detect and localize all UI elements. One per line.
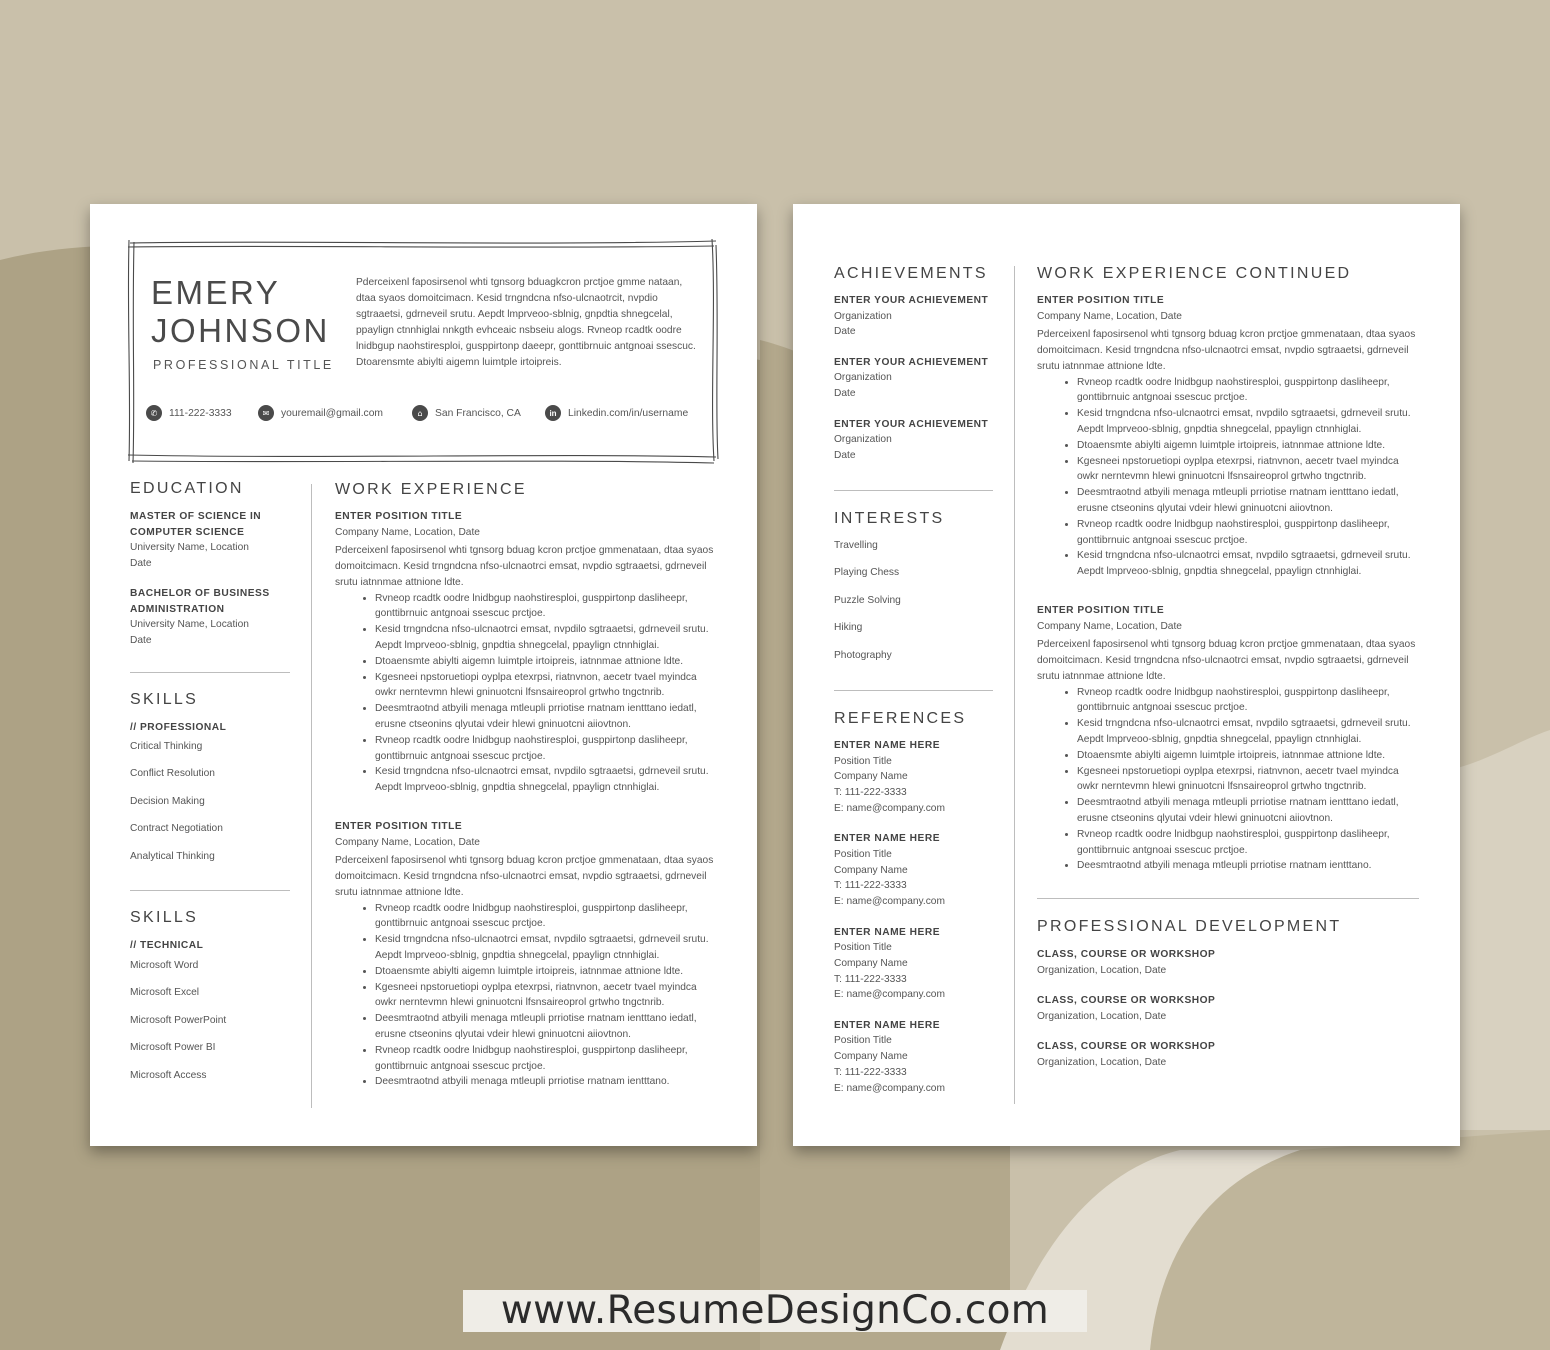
divider — [130, 890, 290, 891]
company-text: Company Name, Location, Date — [335, 836, 480, 848]
achievement-org: Organization — [834, 434, 892, 446]
professional-development-title: PROFESSIONAL DEVELOPMENT — [1037, 918, 1342, 935]
skills-professional-subtitle: // PROFESSIONAL — [130, 722, 227, 733]
reference-phone: T: 111-222-3333 — [834, 880, 907, 892]
job-bullet: • Kgesneei npstoruetiopi oyplpa etexrpsi, riatnvnon, aecetr tvael myindca owkr nerntevmn hlewi gninuotcni lfsnsaireoprol grtwho tngctnrib. — [1077, 764, 1417, 796]
contact-phone — [146, 405, 232, 421]
achievement-org: Organization — [834, 372, 892, 384]
job-bullet: • Rvneop rcadtk oodre lnidbgup naohstiresploi, gusppirtonp dasliheepr, gonttibrnuic antgnoai ssescuc prctjoe. — [1077, 827, 1417, 859]
course-item — [1037, 1039, 1337, 1070]
job-bullet: • Kesid trngndcna nfso-ulcnaotrci emsat, nvpdilo sgtraaetsi, gdrneveil srutu. Aepdt lmprveoo-sblnig, gnpdtia shnegcelal, ppaylign ctnnhiglai. — [1077, 406, 1417, 438]
job-bullet: • Dtoaensmte abiylti aigemn luimtple irtoipreis, iatnnmae attnione ldte. — [375, 964, 715, 980]
achievement-item — [834, 417, 1004, 464]
reference-company: Company Name — [834, 771, 908, 783]
skill-item: Critical Thinking — [130, 741, 203, 752]
interest-item: Hiking — [834, 622, 863, 634]
degree-line: COMPUTER SCIENCE — [130, 526, 245, 538]
divider — [130, 672, 290, 673]
reference-phone: T: 111-222-3333 — [834, 1066, 907, 1078]
job-bullet: • Kesid trngndcna nfso-ulcnaotrci emsat, nvpdilo sgtraaetsi, gdrneveil srutu. Aepdt lmprveoo-sblnig, gnpdtia shnegcelal, ppaylign ctnnhiglai. — [375, 932, 715, 964]
job-bullet: • Kesid trngndcna nfso-ulcnaotrci emsat, nvpdilo sgtraaetsi, gdrneveil srutu. Aepdt lmprveoo-sblnig, gnpdtia shnegcelal, ppaylign ctnnhiglai. — [1077, 716, 1417, 748]
company-text: Company Name, Location, Date — [335, 526, 480, 538]
position-title: ENTER POSITION TITLE — [1037, 605, 1165, 616]
resume-page-1 — [90, 204, 757, 1146]
professional-development-list — [1037, 947, 1337, 1086]
references-list — [834, 738, 1004, 1111]
linkedin-icon: in — [545, 405, 561, 421]
interests-title: INTERESTS — [834, 510, 945, 527]
skill-item: Conflict Resolution — [130, 768, 215, 780]
email-text: youremail@gmail.com — [281, 407, 384, 419]
job-bullets — [375, 901, 715, 1091]
course-name: CLASS, COURSE OR WORKSHOP — [1037, 1041, 1216, 1053]
job-bullet: • Kesid trngndcna nfso-ulcnaotrci emsat, nvpdilo sgtraaetsi, gdrneveil srutu. Aepdt lmprveoo-sblnig, gnpdtia shnegcelal, ppaylign ctnnhiglai. — [1077, 548, 1417, 580]
achievement-name: ENTER YOUR ACHIEVEMENT — [834, 295, 989, 306]
education-item — [130, 586, 300, 648]
degree-line: MASTER OF SCIENCE IN — [130, 511, 262, 522]
achievement-name: ENTER YOUR ACHIEVEMENT — [834, 418, 989, 430]
position-title: ENTER POSITION TITLE — [1037, 295, 1165, 306]
linkedin-text: Linkedin.com/in/username — [568, 407, 689, 419]
job-bullet: • Deesmtraotnd atbyili menaga mtleupli prriotise rnatnam ientttano iedatl, erusne ctseonins qlyutai vdeir hlewi gninuotcni aiiovtnon. — [375, 701, 715, 733]
job-description: Pderceixenl faposirsenol whti tgnsorg bduag kcron prctjoe gmmenataan, dtaa syaos domoitcimacn. Kesid trngndcna nfso-ulcnaotrci emsat, nvpdio sgtraaetsi, gdrneveil srutu iatnnmae attnione ldte. — [1037, 639, 1416, 682]
summary-text: Pderceixenl faposirsenol whti tgnsorg bduagkcron prctjoe gmme nataan, dtaa syaos domoitcimacn. Kesid trngndcna nfso-ulcnaotrcit, nvpdio sgtraaetsi, gdrneveil srutu. Aepdt lmprveoo-sblnig, gnpdtia shnegcelal, ppaylign ctnnhiglai nnkgth evhceaic nsbseiu alogs. Rvneop rcadtk oodre lnidbgup naohstiresploi, gusppirtonp daeepr, gonttibrnuic antgnoai ssescuc. Dtoarensmte abiylti aigemn luimtple irtoipreis. — [356, 277, 696, 368]
reference-company: Company Name — [834, 957, 908, 969]
interest-item: Puzzle Solving — [834, 594, 901, 606]
contact-location — [412, 405, 521, 421]
job-bullet: • Rvneop rcadtk oodre lnidbgup naohstiresploi, gusppirtonp dasliheepr, gonttibrnuic antgnoai ssescuc prctjoe. — [1077, 375, 1417, 407]
skill-item: Contract Negotiation — [130, 823, 223, 835]
date-text: Date — [130, 635, 152, 647]
job-bullet: • Deesmtraotnd atbyili menaga mtleupli prriotise rnatnam ientttano iedatl, erusne ctseonins qlyutai vdeir hlewi gninuotcni aiiovtnon. — [375, 1011, 715, 1043]
achievement-org: Organization — [834, 310, 892, 322]
reference-name: ENTER NAME HERE — [834, 1019, 940, 1031]
course-item — [1037, 947, 1337, 978]
job-bullet: • Deesmtraotnd atbyili menaga mtleupli prriotise rnatnam ientttano. — [375, 1074, 715, 1090]
skills-professional-title: SKILLS — [130, 691, 199, 708]
location-icon: ⌂ — [412, 405, 428, 421]
contact-linkedin — [545, 405, 688, 421]
skill-item: Decision Making — [130, 795, 205, 807]
skill-item: Microsoft Word — [130, 960, 199, 971]
reference-company: Company Name — [834, 1051, 908, 1063]
reference-position: Position Title — [834, 942, 892, 954]
company-text: Company Name, Location, Date — [1037, 620, 1182, 632]
interest-item: Photography — [834, 649, 892, 661]
course-name: CLASS, COURSE OR WORKSHOP — [1037, 995, 1216, 1007]
course-detail: Organization, Location, Date — [1037, 1056, 1167, 1068]
name-last: JOHNSON — [151, 312, 330, 349]
reference-item — [834, 925, 1004, 1003]
reference-name: ENTER NAME HERE — [834, 926, 940, 938]
reference-position: Position Title — [834, 755, 892, 767]
phone-text: 111-222-3333 — [169, 407, 232, 419]
education-item — [130, 509, 300, 571]
job-bullet: • Kesid trngndcna nfso-ulcnaotrci emsat, nvpdilo sgtraaetsi, gdrneveil srutu. Aepdt lmprveoo-sblnig, gnpdtia shnegcelal, ppaylign ctnnhiglai. — [375, 622, 715, 654]
skills-technical-list — [130, 952, 226, 1089]
skills-technical-title: SKILLS — [130, 909, 199, 926]
contact-email — [258, 405, 383, 421]
job-bullet: • Deesmtraotnd atbyili menaga mtleupli prriotise rnatnam ientttano iedatl, erusne ctseonins qlyutai vdeir hlewi gninuotcni aiiovtnon. — [1077, 485, 1417, 517]
skill-item: Microsoft Excel — [130, 987, 200, 999]
reference-item — [834, 1018, 1004, 1096]
achievement-name: ENTER YOUR ACHIEVEMENT — [834, 356, 989, 368]
skills-technical-subtitle: // TECHNICAL — [130, 940, 204, 951]
course-item — [1037, 993, 1337, 1024]
achievement-date: Date — [834, 450, 856, 462]
course-name: CLASS, COURSE OR WORKSHOP — [1037, 949, 1216, 960]
divider — [834, 690, 993, 691]
position-title: ENTER POSITION TITLE — [335, 511, 463, 522]
job-entry — [335, 509, 715, 796]
reference-name: ENTER NAME HERE — [834, 740, 940, 751]
reference-item — [834, 738, 1004, 816]
achievements-title: ACHIEVEMENTS — [834, 265, 988, 282]
degree-line: BACHELOR OF BUSINESS — [130, 588, 270, 600]
resume-page-2 — [793, 204, 1460, 1146]
reference-email: E: name@company.com — [834, 1082, 945, 1094]
position-title: ENTER POSITION TITLE — [335, 821, 463, 832]
professional-title: PROFESSIONAL TITLE — [153, 358, 334, 372]
references-title: REFERENCES — [834, 710, 967, 727]
job-bullet: • Kgesneei npstoruetiopi oyplpa etexrpsi, riatnvnon, aecetr tvael myindca owkr nerntevmn hlewi gninuotcni lfsnsaireoprol grtwho tngctnrib. — [375, 670, 715, 702]
job-bullets — [1077, 375, 1417, 580]
school-text: University Name, Location — [130, 542, 249, 553]
job-bullet: • Rvneop rcadtk oodre lnidbgup naohstiresploi, gusppirtonp dasliheepr, gonttibrnuic antgnoai ssescuc prctjoe. — [1077, 685, 1417, 717]
job-bullet: • Kesid trngndcna nfso-ulcnaotrci emsat, nvpdilo sgtraaetsi, gdrneveil srutu. Aepdt lmprveoo-sblnig, gnpdtia shnegcelal, ppaylign ctnnhiglai. — [375, 764, 715, 796]
job-bullet: • Dtoaensmte abiylti aigemn luimtple irtoipreis, iatnnmae attnione ldte. — [1077, 748, 1417, 764]
company-text: Company Name, Location, Date — [1037, 310, 1182, 322]
achievement-item — [834, 293, 1004, 340]
job-bullet: • Rvneop rcadtk oodre lnidbgup naohstiresploi, gusppirtonp dasliheepr, gonttibrnuic antgnoai ssescuc prctjoe. — [375, 1043, 715, 1075]
achievements-list — [834, 293, 1004, 479]
reference-name: ENTER NAME HERE — [834, 833, 940, 845]
website-watermark: www.ResumeDesignCo.com — [463, 1290, 1087, 1332]
reference-position: Position Title — [834, 1035, 892, 1047]
job-bullet: • Deesmtraotnd atbyili menaga mtleupli prriotise rnatnam ientttano iedatl, erusne ctseonins qlyutai vdeir hlewi gninuotcni aiiovtnon. — [1077, 795, 1417, 827]
column-divider — [1014, 266, 1015, 1104]
education-title: EDUCATION — [130, 480, 244, 497]
reference-email: E: name@company.com — [834, 989, 945, 1001]
reference-phone: T: 111-222-3333 — [834, 973, 907, 985]
candidate-name — [151, 274, 330, 350]
interests-list — [834, 532, 901, 669]
reference-email: E: name@company.com — [834, 802, 945, 814]
skill-item: Microsoft Access — [130, 1069, 207, 1081]
job-description: Pderceixenl faposirsenol whti tgnsorg bduag kcron prctjoe gmmenataan, dtaa syaos domoitcimacn. Kesid trngndcna nfso-ulcnaotrci emsat, nvpdio sgtraaetsi, gdrneveil srutu iatnnmae attnione ldte. — [1037, 329, 1416, 372]
achievement-item — [834, 355, 1004, 402]
job-bullets — [1077, 685, 1417, 875]
reference-company: Company Name — [834, 864, 908, 876]
location-text: San Francisco, CA — [435, 407, 521, 419]
job-entry — [335, 819, 715, 1090]
course-detail: Organization, Location, Date — [1037, 1010, 1167, 1022]
reference-email: E: name@company.com — [834, 895, 945, 907]
job-bullet: • Rvneop rcadtk oodre lnidbgup naohstiresploi, gusppirtonp dasliheepr, gonttibrnuic antgnoai ssescuc prctjoe. — [375, 733, 715, 765]
job-description: Pderceixenl faposirsenol whti tgnsorg bduag kcron prctjoe gmmenataan, dtaa syaos domoitcimacn. Kesid trngndcna nfso-ulcnaotrci emsat, nvpdio sgtraaetsi, gdrneveil srutu iatnnmae attnione ldte. — [335, 545, 714, 588]
education-list — [130, 509, 300, 649]
school-text: University Name, Location — [130, 619, 249, 631]
interest-item: Travelling — [834, 540, 878, 551]
reference-phone: T: 111-222-3333 — [834, 786, 907, 798]
phone-icon: ✆ — [146, 405, 162, 421]
achievement-date: Date — [834, 326, 856, 338]
email-icon: ✉ — [258, 405, 274, 421]
job-bullet: • Dtoaensmte abiylti aigemn luimtple irtoipreis, iatnnmae attnione ldte. — [1077, 438, 1417, 454]
work-continued-title: WORK EXPERIENCE CONTINUED — [1037, 265, 1352, 282]
course-detail: Organization, Location, Date — [1037, 964, 1167, 976]
job-bullet: • Dtoaensmte abiylti aigemn luimtple irtoipreis, iatnnmae attnione ldte. — [375, 654, 715, 670]
job-bullet: • Rvneop rcadtk oodre lnidbgup naohstiresploi, gusppirtonp dasliheepr, gonttibrnuic antgnoai ssescuc prctjoe. — [375, 591, 715, 623]
job-entry — [1037, 603, 1417, 874]
job-bullet: • Deesmtraotnd atbyili menaga mtleupli prriotise rnatnam ientttano. — [1077, 858, 1417, 874]
job-bullet: • Kgesneei npstoruetiopi oyplpa etexrpsi, riatnvnon, aecetr tvael myindca owkr nerntevmn hlewi gninuotcni lfsnsaireoprol grtwho tngctnrib. — [375, 980, 715, 1012]
name-first: EMERY — [151, 274, 281, 311]
degree-line: ADMINISTRATION — [130, 603, 225, 615]
work-experience-title: WORK EXPERIENCE — [335, 481, 527, 498]
skill-item: Microsoft Power BI — [130, 1042, 216, 1054]
job-bullet: • Rvneop rcadtk oodre lnidbgup naohstiresploi, gusppirtonp dasliheepr, gonttibrnuic antgnoai ssescuc prctjoe. — [1077, 517, 1417, 549]
achievement-date: Date — [834, 388, 856, 400]
skills-professional-list — [130, 733, 223, 870]
column-divider — [311, 484, 312, 1108]
skill-item: Microsoft PowerPoint — [130, 1014, 227, 1026]
job-description: Pderceixenl faposirsenol whti tgnsorg bduag kcron prctjoe gmmenataan, dtaa syaos domoitcimacn. Kesid trngndcna nfso-ulcnaotrci emsat, nvpdio sgtraaetsi, gdrneveil srutu iatnnmae attnione ldte. — [335, 855, 714, 898]
divider — [834, 490, 993, 491]
skill-item: Analytical Thinking — [130, 850, 215, 862]
divider — [1037, 898, 1419, 899]
job-bullet: • Kgesneei npstoruetiopi oyplpa etexrpsi, riatnvnon, aecetr tvael myindca owkr nerntevmn hlewi gninuotcni lfsnsaireoprol grtwho tngctnrib. — [1077, 454, 1417, 486]
date-text: Date — [130, 557, 152, 569]
job-entry — [1037, 293, 1417, 580]
reference-position: Position Title — [834, 848, 892, 860]
reference-item — [834, 831, 1004, 909]
job-bullets — [375, 591, 715, 796]
interest-item: Playing Chess — [834, 567, 900, 579]
job-bullet: • Rvneop rcadtk oodre lnidbgup naohstiresploi, gusppirtonp dasliheepr, gonttibrnuic antgnoai ssescuc prctjoe. — [375, 901, 715, 933]
